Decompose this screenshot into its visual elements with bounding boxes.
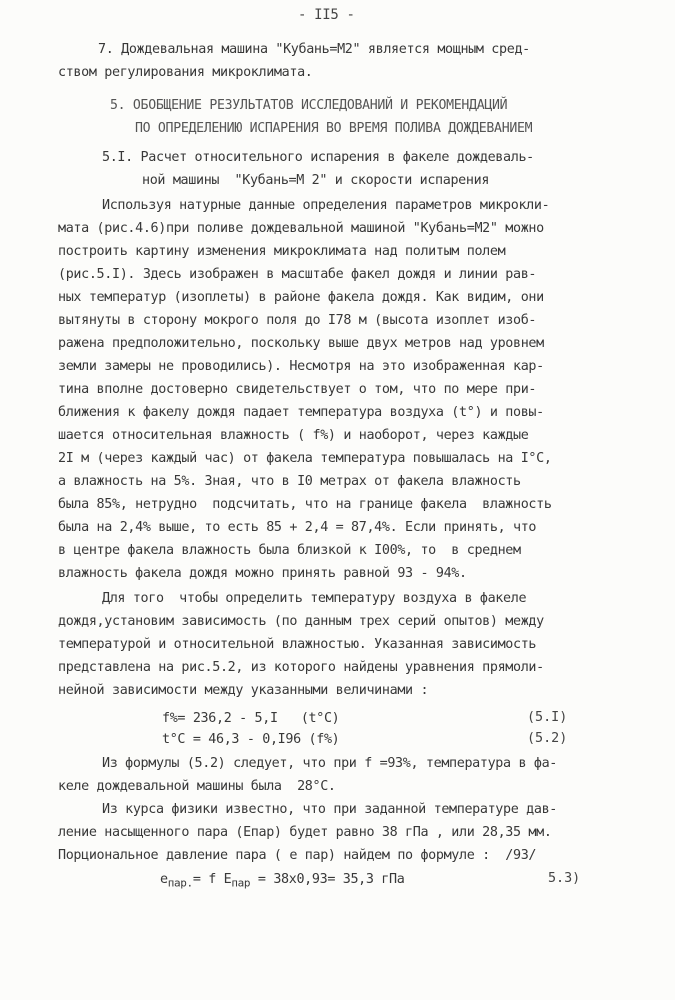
text-line: шается относительная влажность ( f%) и наоборот, через каждые: [58, 428, 529, 443]
equation-expression: f%= 236,2 - 5,I (t°C): [162, 711, 340, 726]
equation-number: (5.2): [527, 731, 568, 746]
text-line: ством регулирования микроклимата.: [58, 65, 313, 80]
text-line: келе дождевальной машины была 28°C.: [58, 779, 336, 794]
page-number: - II5 -: [298, 7, 355, 23]
text-line: представлена на рис.5.2, из которого найдены уравнения прямоли-: [58, 660, 544, 675]
text-line: ление насыщенного пара (Епар) будет равно 38 гПа , или 28,35 мм.: [58, 825, 552, 840]
text-line: тина вполне достоверно свидетельствует о том, что по мере при-: [58, 382, 537, 397]
text-line: Для того чтобы определить температуру воздуха в факеле: [102, 591, 527, 606]
heading-line: 5. ОБОБЩЕНИЕ РЕЗУЛЬТАТОВ ИССЛЕДОВАНИЙ И РЕКОМЕНДАЦИЙ: [110, 98, 508, 113]
equation-number: (5.I): [527, 710, 568, 725]
text-line: (рис.5.I). Здесь изображен в масштабе факел дождя и линии рав-: [58, 267, 537, 282]
text-line: ных температур (изоплеты) в районе факела дождя. Как видим, они: [58, 290, 544, 305]
text-line: Порциональное давление пара ( е пар) найдем по формуле : /93/: [58, 848, 537, 863]
equation-number: 5.3): [548, 871, 581, 886]
heading-line: ной машины "Кубань=М 2" и скорости испарения: [142, 173, 490, 188]
text-line: мата (рис.4.6)при поливе дождевальной машиной "Кубань=М2" можно: [58, 221, 544, 236]
text-line: Из курса физики известно, что при заданной температуре дав-: [102, 802, 557, 817]
text-line: 2I м (через каждый час) от факела температура повышалась на I°C,: [58, 451, 552, 466]
text-line: дождя,установим зависимость (по данным трех серий опытов) между: [58, 614, 544, 629]
text-line: Используя натурные данные определения параметров микрокли-: [102, 198, 550, 213]
text-line: температурой и относительной влажностью. Указанная зависимость: [58, 637, 537, 652]
text-line: в центре факела влажность была близкой к I00%, то в среднем: [58, 543, 521, 558]
text-line: влажность факела дождя можно принять равной 93 - 94%.: [58, 566, 467, 581]
heading-line: 5.I. Расчет относительного испарения в факеле дождеваль-: [102, 150, 534, 165]
text-line: 7. Дождевальная машина "Кубань=М2" является мощным сред-: [98, 42, 530, 57]
text-line: нейной зависимости между указанными величинами :: [58, 683, 429, 698]
text-line: была на 2,4% выше, то есть 85 + 2,4 = 87,4%. Если принять, что: [58, 520, 537, 535]
text-line: Из формулы (5.2) следует, что при f =93%, температура в фа-: [102, 756, 557, 771]
text-line: ближения к факелу дождя падает температура воздуха (t°) и повы-: [58, 405, 544, 420]
equation-expression: [160, 871, 404, 893]
eq-mid: = f E: [192, 872, 232, 887]
text-line: вытянуты в сторону мокрого поля до I78 м (высота изоплет изоб-: [58, 313, 537, 328]
text-line: построить картину изменения микроклимата над политым полем: [58, 244, 506, 259]
eq-rhs: = 38x0,93= 35,3 гПа: [250, 872, 405, 887]
eq-lhs-subscript: пар.: [167, 876, 193, 890]
text-line: ражена предположительно, поскольку выше двух метров над уровнем: [58, 336, 544, 351]
text-line: была 85%, нетрудно подсчитать, что на границе факела влажность: [58, 497, 552, 512]
eq-mid-subscript: пар: [231, 876, 251, 890]
text-line: земли замеры не проводились). Несмотря на это изображенная кар-: [58, 359, 544, 374]
equation-expression: t°C = 46,3 - 0,I96 (f%): [162, 732, 340, 747]
eq-lhs: e: [160, 872, 168, 887]
text-line: а влажность на 5%. Зная, что в I0 метрах от факела влажность: [58, 474, 521, 489]
heading-line: ПО ОПРЕДЕЛЕНИЮ ИСПАРЕНИЯ ВО ВРЕМЯ ПОЛИВА ДОЖДЕВАНИЕМ: [135, 121, 533, 136]
